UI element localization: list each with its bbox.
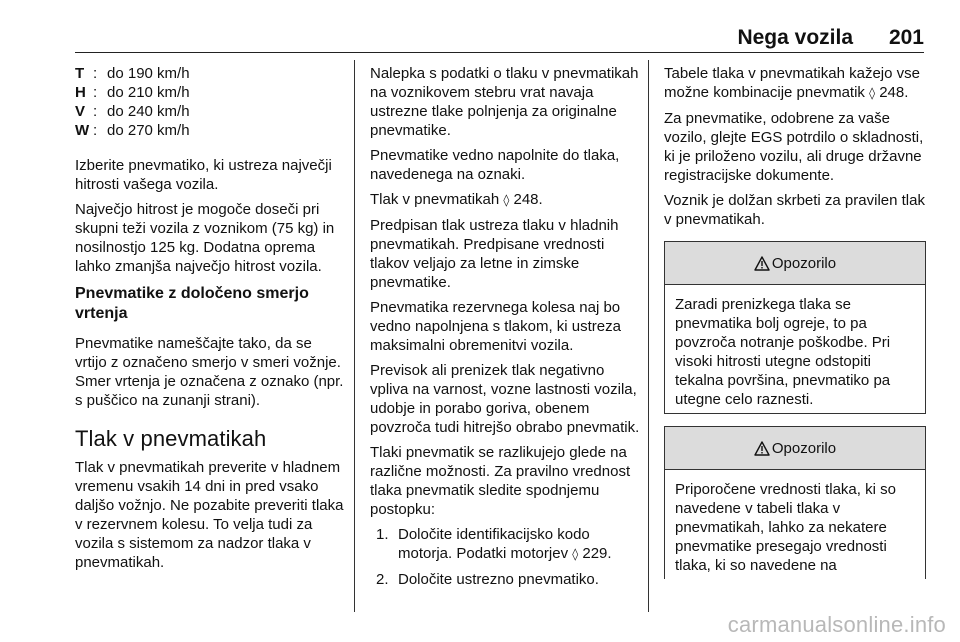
paragraph: Nalepka s podatki o tlaku v pnevmatikah na voznikovem stebru vrat navaja ustrezne tlake polnjenja za originalne pnevmatike. — [370, 65, 639, 139]
page-reference[interactable]: 248. — [875, 84, 909, 101]
steps-list — [370, 525, 640, 589]
paragraph: Voznik je dolžan skrbeti za pravilen tlak v pnevmatikah. — [664, 192, 925, 228]
warning-header — [665, 427, 925, 470]
warning-box-2 — [664, 426, 926, 579]
speed-sep: : — [93, 122, 98, 139]
page-number: 201 — [888, 26, 924, 49]
warning-triangle-icon — [754, 441, 770, 456]
column-divider-2 — [648, 60, 649, 612]
warning-box-1 — [664, 241, 926, 414]
column-1 — [75, 64, 345, 578]
step-text-body: Določite identifikacijsko kodo motorja. Podatki motorjev — [398, 526, 590, 562]
paragraph: Pnevmatike vedno napolnite do tlaka, navedenega na oznaki. — [370, 147, 620, 183]
paragraph: Previsok ali prenizek tlak negativno vpliva na varnost, vozne lastnosti vozila, udobje in porabo goriva, obenem povzroča tudi hitrejšo obrabo pnevmatik. — [370, 362, 640, 436]
speed-value: do 190 km/h — [107, 65, 190, 82]
warning-title: Opozorilo — [771, 254, 837, 272]
speed-sep: : — [93, 103, 98, 120]
warning-body: Zaradi prenizkega tlaka se pnevmatika bolj ogreje, to pa povzroča notranje poškodbe. Pri visoki hitrosti utegne odstopiti tekalna površina, pnevmatiko pa utegne celo raznesti. — [675, 296, 891, 408]
paragraph — [370, 190, 640, 210]
speed-rating-row — [75, 83, 345, 102]
speed-rating-list — [75, 64, 345, 140]
page-reference[interactable]: 229. — [578, 545, 612, 562]
paragraph: Tlak v pnevmatikah preverite v hladnem vremenu vsakih 14 dni in pred vsako daljšo vožnjo. Ne pozabite preveriti tlaka v rezervnem kolesu. To velja tudi za vozila s sistemom za nadzor tlaka v pnevmatikah. — [75, 459, 344, 571]
speed-rating-row — [75, 64, 345, 83]
watermark: carmanualsonline.info — [727, 612, 946, 637]
speed-value: do 210 km/h — [107, 84, 190, 101]
column-divider-1 — [354, 60, 355, 612]
paragraph: Predpisan tlak ustreza tlaku v hladnih pnevmatikah. Predpisane vrednosti tlakov veljajo za letne in zimske pnevmatike. — [370, 217, 619, 291]
warning-header — [665, 242, 925, 285]
speed-code: V — [75, 103, 86, 120]
header-rule — [75, 52, 924, 53]
reference-arrow-icon: ◊ — [572, 547, 579, 561]
list-item — [370, 525, 640, 564]
page-reference[interactable]: 248. — [509, 191, 543, 208]
paragraph: Izberite pnevmatiko, ki ustreza največji hitrosti vašega vozila. — [75, 157, 332, 193]
warning-triangle-icon — [754, 256, 770, 271]
paragraph-text: Tabele tlaka v pnevmatikah kažejo vse možne kombinacije pnevmatik — [664, 65, 920, 101]
step-number: 2. — [376, 571, 389, 588]
speed-code: H — [75, 84, 86, 101]
list-item — [370, 570, 640, 589]
paragraph: Največjo hitrost je mogoče doseči pri skupni teži vozila z voznikom (75 kg) in nosilnostjo 125 kg. Dodatna oprema lahko zmanjša največjo hitrost vozila. — [75, 201, 335, 275]
speed-code: W — [75, 122, 90, 139]
paragraph: Tlaki pnevmatik se razlikujejo glede na različne možnosti. Za pravilno vrednost tlaka pnevmatik sledite spodnjemu postopku: — [370, 444, 631, 518]
column-2 — [370, 64, 640, 595]
speed-value: do 270 km/h — [107, 122, 190, 139]
warning-title: Opozorilo — [771, 439, 837, 457]
page-header — [0, 0, 960, 56]
warning-body: Priporočene vrednosti tlaka, ki so navedene v tabeli tlaka v pnevmatikah, lahko za nekatere pnevmatike presegajo vrednosti tlaka, ki so navedene na — [675, 481, 896, 574]
speed-rating-row — [75, 121, 345, 140]
paragraph: Pnevmatika rezervnega kolesa naj bo vedno napolnjena s tlakom, ki ustreza maksimalni obremenitvi vozila. — [370, 299, 621, 354]
header-title: Nega vozila — [737, 26, 853, 49]
column-3 — [664, 64, 926, 579]
paragraph: Za pnevmatike, odobrene za vaše vozilo, glejte EGS potrdilo o skladnosti, ki je priloženo vozilu, ali druge državne registracijske dokumente. — [664, 110, 924, 184]
reference-arrow-icon: ◊ — [869, 86, 876, 100]
paragraph: Pnevmatike nameščajte tako, da se vrtijo z označeno smerjo v smeri vožnje. Smer vrtenja je označena z oznako (npr. s puščico na zunanji strani). — [75, 335, 344, 409]
step-text: Določite ustrezno pnevmatiko. — [398, 571, 599, 588]
speed-sep: : — [93, 84, 98, 101]
section-heading-pressure: Tlak v pnevmatikah — [75, 426, 267, 451]
reference-arrow-icon: ◊ — [503, 193, 510, 207]
speed-code: T — [75, 65, 85, 82]
section-heading-direction: Pnevmatike z določeno smerjo vrtenja — [75, 285, 309, 322]
speed-value: do 240 km/h — [107, 103, 190, 120]
paragraph-text: Tlak v pnevmatikah — [370, 191, 504, 208]
step-text — [398, 525, 640, 564]
step-number: 1. — [376, 526, 389, 543]
speed-sep: : — [93, 65, 98, 82]
speed-rating-row — [75, 102, 345, 121]
paragraph — [664, 64, 926, 103]
